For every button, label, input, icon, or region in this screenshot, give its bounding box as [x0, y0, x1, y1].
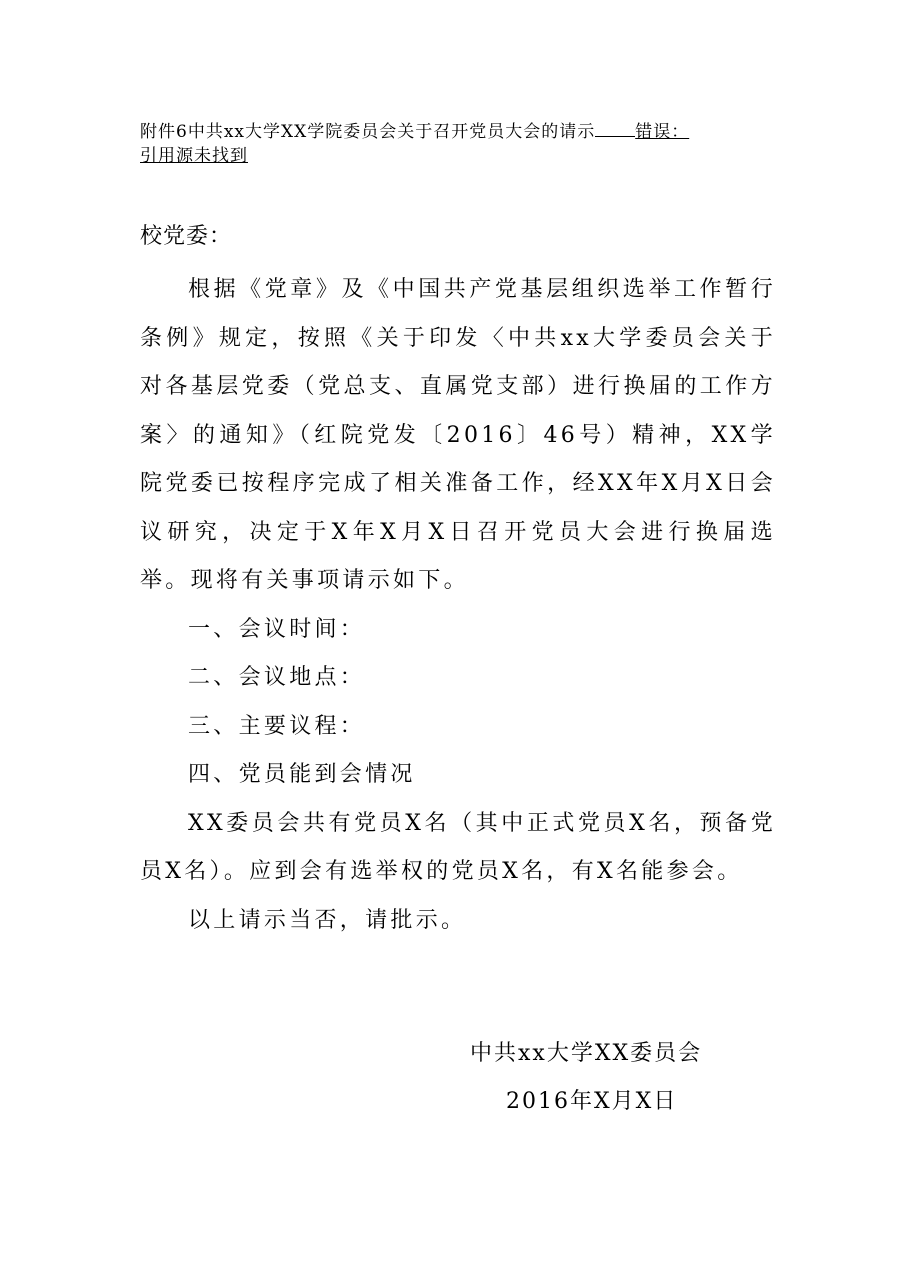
attendance-paragraph: XX委员会共有党员X名（其中正式党员X名，预备党员X名）。应到会有选举权的党员X名，有X名能参会。 [140, 810, 776, 884]
intro-paragraph: 根据《党章》及《中国共产党基层组织选举工作暂行条例》规定，按照《关于印发〈中共xx大学委员会关于对各基层党委（党总支、直属党支部）进行换届的工作方案〉的通知》（红院党发〔2016〕46号）精神，XX学院党委已按程序完成了相关准备工作，经XX年X月X日会议研究，决定于X年X月X日召开党员大会进行换届选举。现将有关事项请示如下。 [140, 277, 776, 593]
item-attendance: 四、党员能到会情况 [188, 762, 416, 787]
item-meeting-location: 二、会议地点： [188, 665, 366, 690]
item-main-agenda: 三、主要议程： [188, 713, 366, 739]
signature-block [470, 1030, 702, 1126]
signature-date: 2016年X月X日 [506, 1089, 678, 1114]
closing-request: 以上请示当否，请批示。 [188, 907, 467, 933]
attachment-title: 附件6中共xx大学XX学院委员会关于召开党员大会的请示 [140, 122, 596, 142]
attachment-header [140, 120, 780, 168]
item-meeting-time: 一、会议时间： [188, 616, 366, 642]
salutation: 校党委： [140, 224, 233, 249]
signature-organization: 中共xx大学XX委员会 [470, 1041, 703, 1066]
header-underline-gap [595, 120, 635, 137]
document-body [140, 266, 776, 945]
reference-error-text-continued: 引用源未找到 [140, 146, 248, 166]
reference-error-text: 错误： [635, 122, 690, 142]
